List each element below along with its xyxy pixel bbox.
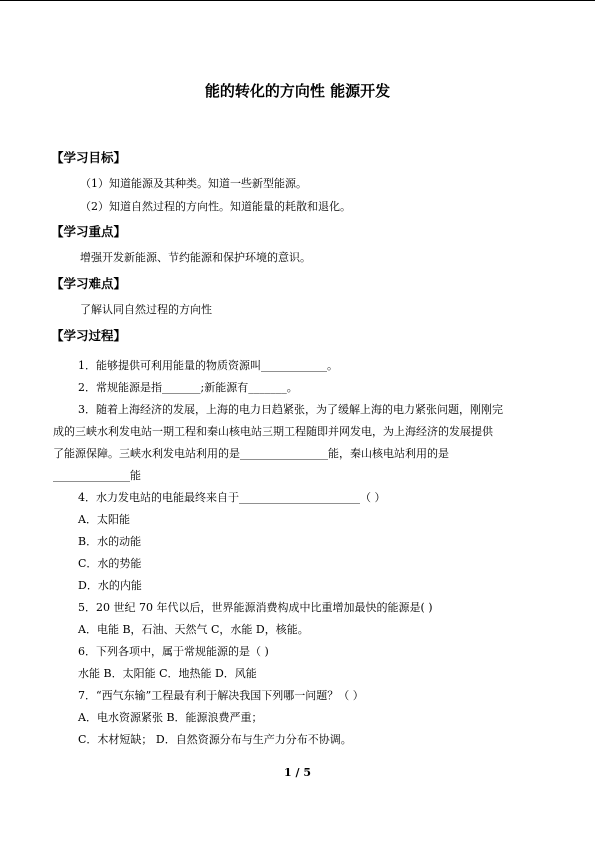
- top-border: [0, 0, 595, 1]
- process-heading: 【学习过程】: [51, 328, 127, 343]
- question-4-option: C．水的势能: [78, 557, 142, 570]
- question-3-line: ______________能: [53, 469, 141, 482]
- question-4: 4．水力发电站的电能最终来自于______________________（ ）: [78, 491, 386, 504]
- question-2: 2．常规能源是指_______;新能源有_______。: [78, 381, 298, 394]
- question-6-options: 水能 B．太阳能 C．地热能 D．风能: [78, 667, 257, 680]
- difficult-heading: 【学习难点】: [51, 276, 127, 291]
- question-1: 1．能够提供可利用能量的物质资源叫____________。: [78, 359, 338, 372]
- page-number: 1 / 5: [284, 766, 311, 779]
- question-4-option: B．水的动能: [78, 535, 142, 548]
- question-4-option: D．水的内能: [78, 579, 142, 592]
- question-7-options: C．木材短缺； D．自然资源分布与生产力分布不协调。: [78, 733, 352, 746]
- question-3-line: 了能源保障。三峡水利发电站利用的是________________能，秦山核电站利用的是: [53, 447, 449, 460]
- difficult-text: 了解认同自然过程的方向性: [80, 303, 212, 316]
- goal-item: （1）知道能源及其种类。知道一些新型能源。: [80, 177, 307, 190]
- page-title: 能的转化的方向性 能源开发: [204, 82, 391, 100]
- question-7-options: A．电水资源紧张 B．能源浪费严重；: [78, 711, 263, 724]
- question-5-options: A．电能 B，石油、天然气 C，水能 D，核能。: [78, 623, 309, 636]
- question-7: 7．“西气东输”工程最有利于解决我国下列哪一问题？（ ）: [78, 689, 364, 702]
- question-3-line: 3．随着上海经济的发展，上海的电力日趋紧张，为了缓解上海的电力紧张问题，刚刚完: [78, 403, 503, 416]
- question-5: 5．20 世纪 70 年代以后，世界能源消费构成中比重增加最快的能源是( ): [78, 601, 433, 614]
- question-6: 6．下列各项中，属于常规能源的是（ ): [78, 645, 269, 658]
- goals-heading: 【学习目标】: [51, 150, 127, 165]
- question-4-option: A．太阳能: [78, 513, 130, 526]
- key-text: 增强开发新能源、节约能源和保护环境的意识。: [80, 251, 311, 264]
- goal-item: （2）知道自然过程的方向性。知道能量的耗散和退化。: [80, 200, 351, 213]
- key-heading: 【学习重点】: [51, 224, 127, 239]
- question-3-line: 成的三峡水利发电站一期工程和秦山核电站三期工程随即并网发电，为上海经济的发展提供: [53, 425, 493, 438]
